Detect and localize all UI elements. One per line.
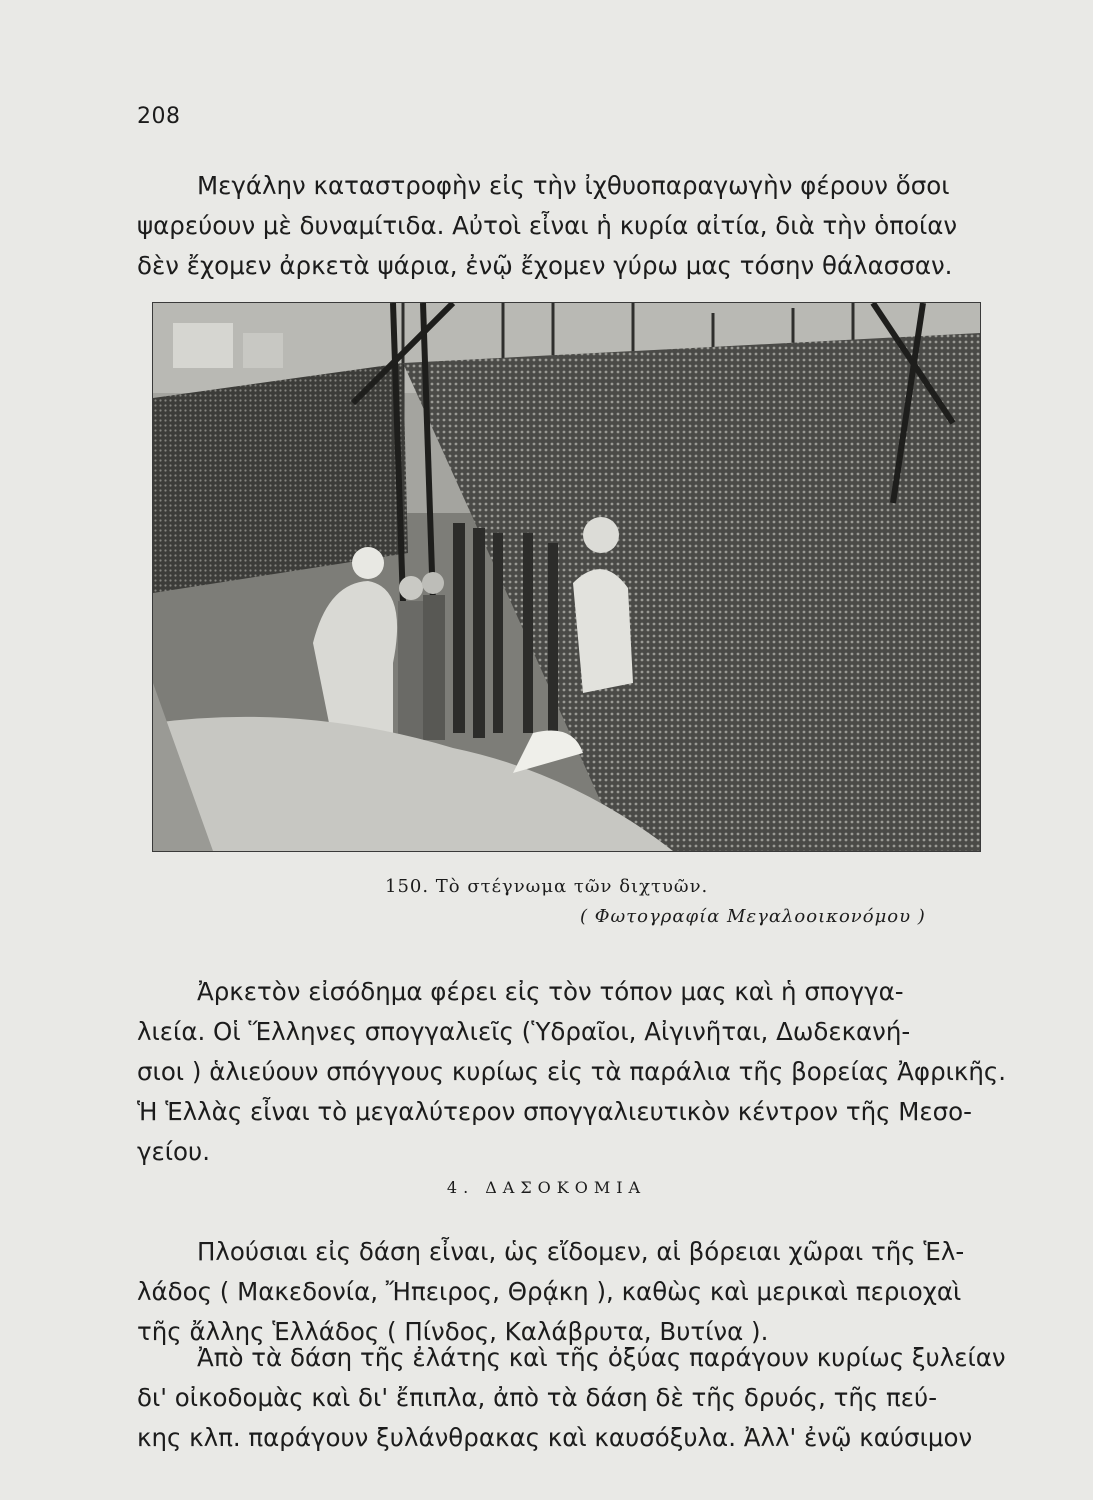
paragraph-sponge-fishing: [137, 972, 1007, 1172]
text-line: ψαρεύουν μὲ δυναμίτιδα. Αὐτοὶ εἶναι ἡ κυρία αἰτία, διὰ τὴν ὁποίαν: [137, 211, 958, 240]
text-line: λιεία. Οἱ Ἕλληνες σπογγαλιεῖς (Ὑδραῖοι, Αἰγινῆται, Δωδεκανή-: [137, 1017, 911, 1046]
photograph-drying-nets: [152, 302, 981, 852]
paragraph-forests: [137, 1232, 992, 1352]
paragraph-dynamite-fishing: [137, 166, 992, 286]
text-line: λάδος ( Μακεδονία, Ἤπειρος, Θρᾴκη ), καθὼς καὶ μερικαὶ περιοχαὶ: [137, 1277, 962, 1306]
photo-credit: ( Φωτογραφία Μεγαλοοικονόμου ): [580, 906, 926, 927]
text-line: δι' οἰκοδομὰς καὶ δι' ἔπιπλα, ἀπὸ τὰ δάση δὲ τῆς δρυός, τῆς πεύ-: [137, 1383, 938, 1412]
text-line: Ἡ Ἑλλὰς εἶναι τὸ μεγαλύτερον σπογγαλιευτικὸν κέντρον τῆς Μεσο-: [137, 1097, 973, 1126]
section-heading: 4. ΔΑΣΟΚΟΜΙΑ: [446, 1178, 647, 1197]
text-line: Μεγάλην καταστροφὴν εἰς τὴν ἰχθυοπαραγωγὴν φέρουν ὅσοι: [197, 171, 950, 200]
text-line: δὲν ἔχομεν ἀρκετὰ ψάρια, ἐνῷ ἔχομεν γύρω μας τόσην θάλασσαν.: [137, 251, 953, 280]
page-number: 208: [137, 104, 181, 129]
figure-caption: 150. Τὸ στέγνωμα τῶν διχτυῶν.: [385, 876, 709, 897]
text-line: σιοι ) ἁλιεύουν σπόγγους κυρίως εἰς τὰ παράλια τῆς βορείας Ἀφρικῆς.: [137, 1057, 1007, 1086]
paragraph-timber: [137, 1338, 1006, 1458]
text-line: Ἀρκετὸν εἰσόδημα φέρει εἰς τὸν τόπον μας καὶ ἡ σπογγα-: [197, 977, 904, 1006]
text-line: γείου.: [137, 1137, 210, 1166]
text-line: κης κλπ. παράγουν ξυλάνθρακας καὶ καυσόξυλα. Ἀλλ' ἐνῷ καύσιμον: [137, 1423, 973, 1452]
text-line: Ἀπὸ τὰ δάση τῆς ἐλάτης καὶ τῆς ὀξύας παράγουν κυρίως ξυλείαν: [197, 1343, 1006, 1372]
text-line: Πλούσιαι εἰς δάση εἶναι, ὡς εἴδομεν, αἱ βόρειαι χῶραι τῆς Ἑλ-: [197, 1237, 965, 1266]
text-line: τῆς ἄλλης Ἑλλάδος ( Πίνδος, Καλάβρυτα, Βυτίνα ).: [137, 1317, 769, 1346]
